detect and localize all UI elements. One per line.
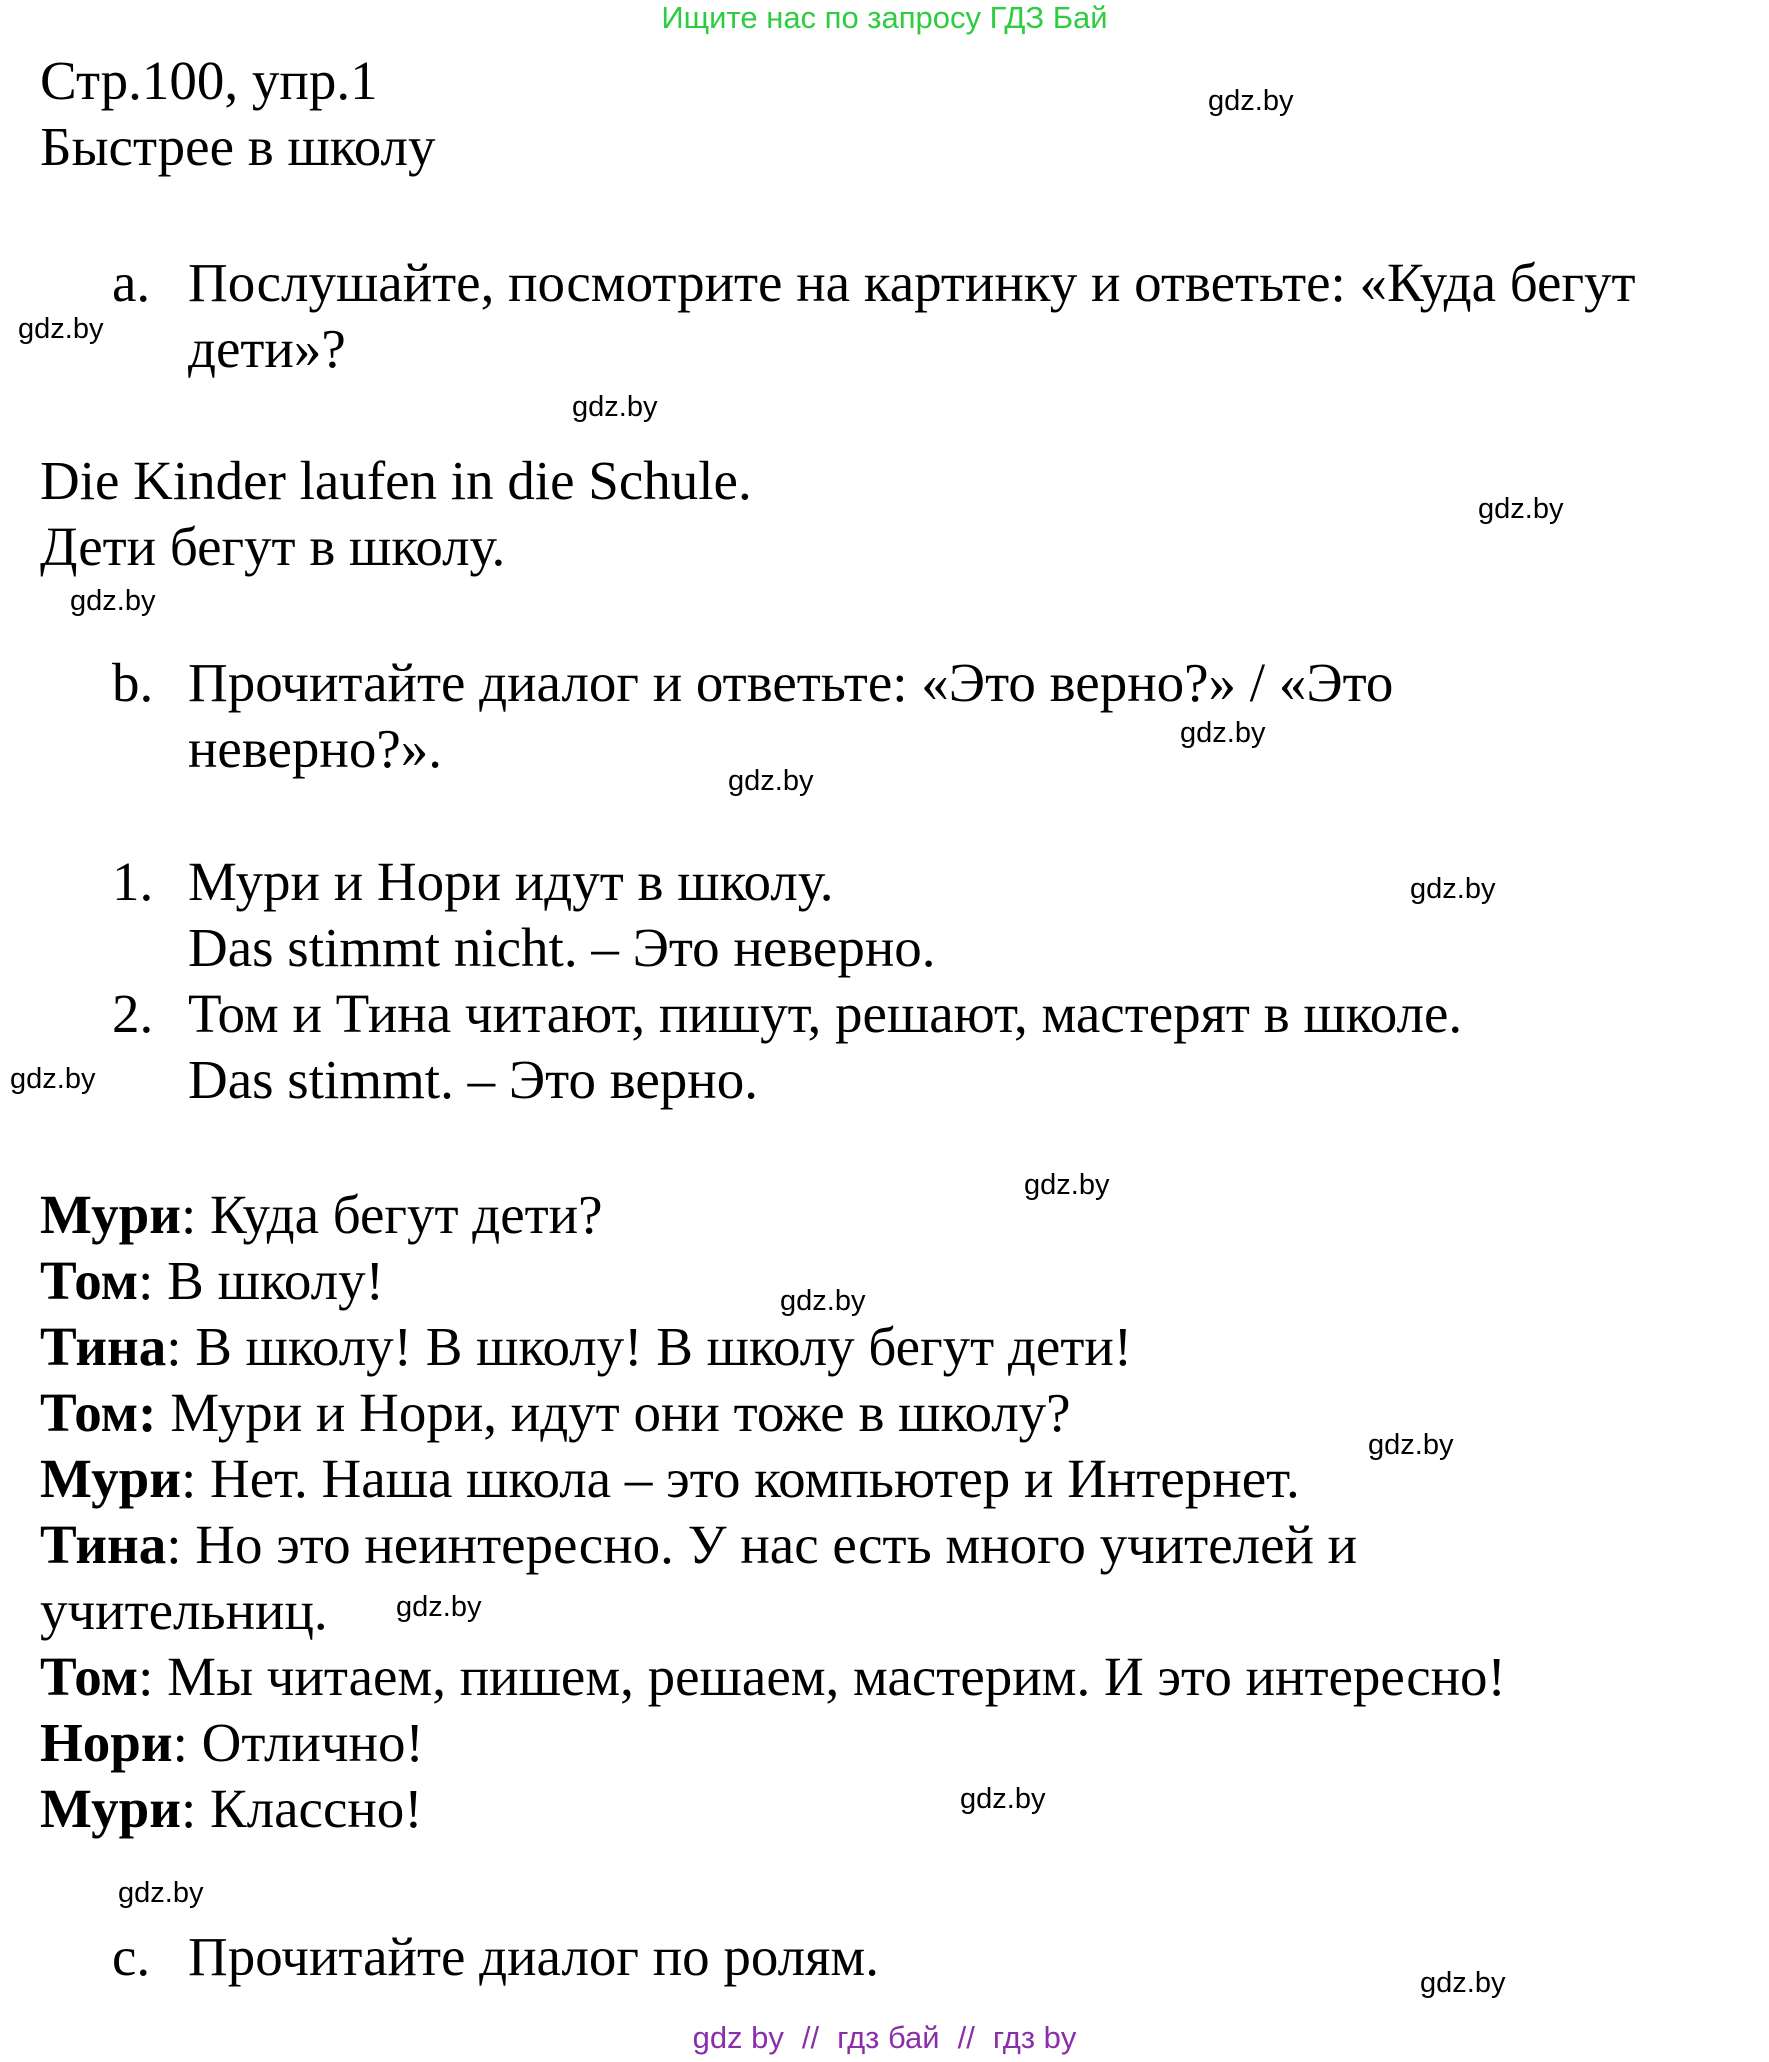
dialog-separator: : (138, 1250, 168, 1311)
page-reference: Стр.100, упр.1 (40, 50, 378, 111)
answer-b-2-verdict: Das stimmt. – Это верно. (188, 1049, 758, 1110)
watermark: gdz.by (10, 1063, 96, 1095)
dialog-speaker: Тина (40, 1316, 167, 1377)
dialog-line (40, 1710, 424, 1776)
answer-a-russian: Дети бегут в школу. (40, 516, 506, 577)
dialog-separator (156, 1382, 170, 1443)
dialog-speaker: Нори (40, 1712, 173, 1773)
dialog-separator: : (172, 1712, 202, 1773)
watermark: gdz.by (1368, 1429, 1454, 1461)
dialog-text: Мури и Нори, идут они тоже в школу? (170, 1382, 1071, 1443)
dialog-line (40, 1248, 384, 1314)
task-b-line-2: неверно?». (188, 718, 442, 779)
dialog-text: Мы читаем, пишем, решаем, мастерим. И это интересно! (167, 1646, 1506, 1707)
page-title: Быстрее в школу (40, 116, 436, 177)
watermark: gdz.by (1420, 1967, 1506, 1999)
watermark: gdz.by (396, 1591, 482, 1623)
dialog-speaker: Том (40, 1646, 139, 1707)
dialog-separator: : (180, 1184, 210, 1245)
dialog-separator: : (166, 1514, 196, 1575)
footer-links (0, 2020, 1769, 2056)
dialog-speaker: Том: (40, 1382, 157, 1443)
dialog-text: В школу! В школу! В школу бегут дети! (195, 1316, 1133, 1377)
watermark: gdz.by (1410, 873, 1496, 905)
footer-link[interactable]: гдз by (992, 2020, 1077, 2055)
dialog-line (40, 1446, 1300, 1512)
dialog-line (40, 1512, 1357, 1578)
answer-b-1-verdict: Das stimmt nicht. – Это неверно. (188, 917, 936, 978)
dialog-speaker: Мури (40, 1778, 181, 1839)
footer-separator: // (801, 2020, 820, 2055)
dialog-line (40, 1644, 1506, 1710)
task-c-text: Прочитайте диалог по ролям. (188, 1926, 879, 1987)
dialog-separator: : (138, 1646, 168, 1707)
dialog-separator: : (180, 1448, 210, 1509)
dialog-text: Нет. Наша школа – это компьютер и Интернет. (210, 1448, 1300, 1509)
task-a-marker: a. (112, 252, 151, 313)
dialog-text: Классно! (210, 1778, 423, 1839)
answer-a-german: Die Kinder laufen in die Schule. (40, 450, 752, 511)
watermark: gdz.by (1478, 493, 1564, 525)
dialog-text: Куда бегут дети? (210, 1184, 603, 1245)
watermark: gdz.by (118, 1877, 204, 1909)
dialog-speaker: Мури (40, 1448, 181, 1509)
footer-link[interactable]: gdz by (692, 2020, 784, 2055)
dialog-line (40, 1578, 328, 1644)
task-a-line-2: дети»? (188, 318, 346, 379)
watermark: gdz.by (1208, 85, 1294, 117)
watermark: gdz.by (70, 585, 156, 617)
watermark: gdz.by (728, 765, 814, 797)
dialog-separator: : (180, 1778, 210, 1839)
watermark: gdz.by (960, 1783, 1046, 1815)
dialog-text: Отлично! (201, 1712, 424, 1773)
dialog-separator: : (166, 1316, 196, 1377)
dialog-text: Но это неинтересно. У нас есть много учителей и (195, 1514, 1358, 1575)
watermark: gdz.by (1024, 1169, 1110, 1201)
watermark: gdz.by (18, 313, 104, 345)
task-c-marker: c. (112, 1926, 151, 1987)
top-banner: Ищите нас по запросу ГДЗ Бай (661, 0, 1108, 35)
footer-separator: // (957, 2020, 975, 2055)
task-b-marker: b. (112, 652, 154, 713)
dialog-line (40, 1314, 1132, 1380)
dialog-speaker: Тина (40, 1514, 167, 1575)
dialog-line (40, 1776, 423, 1842)
task-a-line-1: Послушайте, посмотрите на картинку и ответьте: «Куда бегут (188, 252, 1636, 313)
task-b-line-1: Прочитайте диалог и ответьте: «Это верно?» / «Это (188, 652, 1394, 713)
watermark: gdz.by (780, 1285, 866, 1317)
answer-b-1-number: 1. (112, 851, 154, 912)
dialog-text: учительниц. (40, 1580, 328, 1641)
dialog-line (40, 1182, 603, 1248)
dialog-line (40, 1380, 1071, 1446)
answer-b-2-statement: Том и Тина читают, пишут, решают, мастерят в школе. (188, 983, 1463, 1044)
footer-link[interactable]: гдз бай (837, 2020, 940, 2055)
dialog-text: В школу! (167, 1250, 384, 1311)
answer-b-1-statement: Мури и Нори идут в школу. (188, 851, 834, 912)
dialog-speaker: Том (40, 1250, 139, 1311)
answer-b-2-number: 2. (112, 983, 154, 1044)
dialog-speaker: Мури (40, 1184, 181, 1245)
watermark: gdz.by (572, 391, 658, 423)
watermark: gdz.by (1180, 717, 1266, 749)
